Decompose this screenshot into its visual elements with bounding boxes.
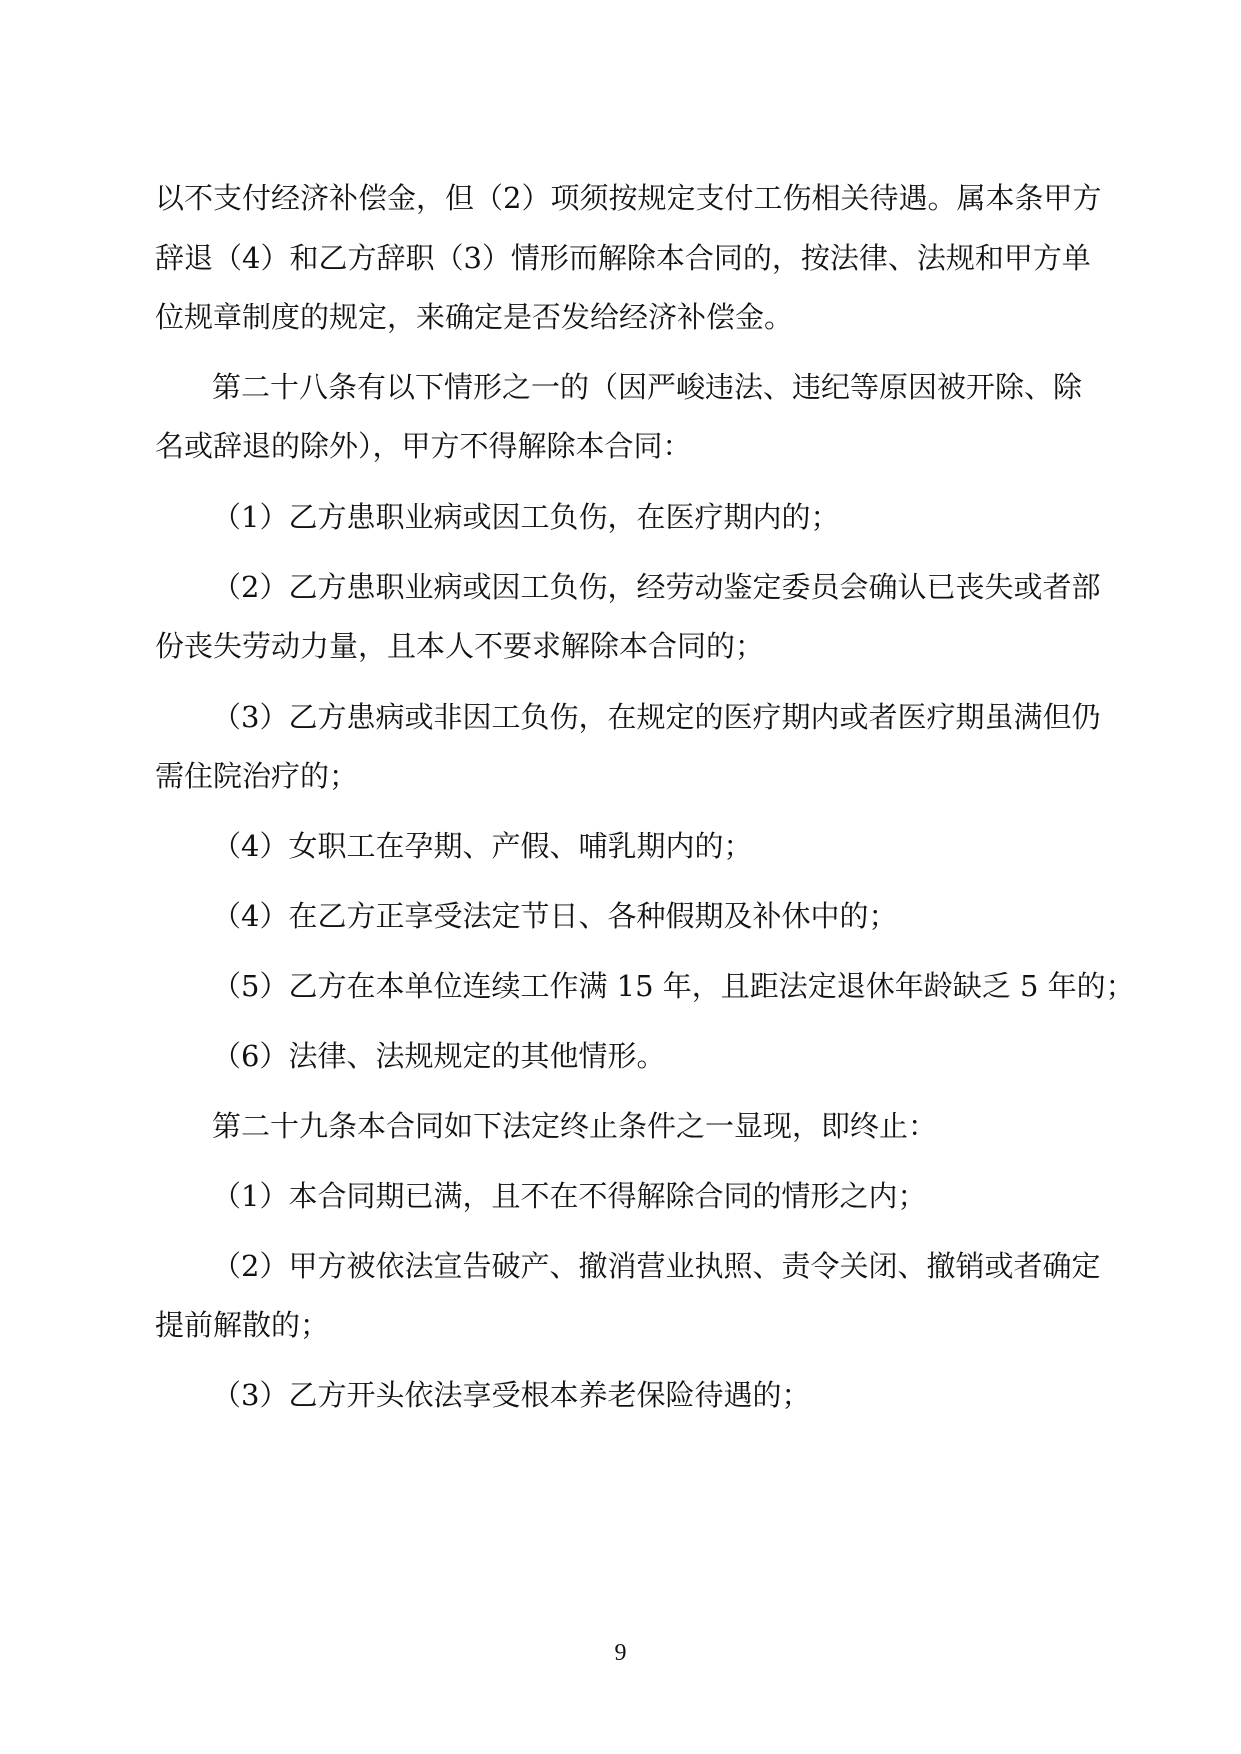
article-28-heading-line: 名或辞退的除外），甲方不得解除本合同：	[155, 429, 692, 463]
list-item: （2）乙方患职业病或因工负伤，经劳动鉴定委员会确认已丧失或者部	[212, 570, 1101, 604]
paragraph-line: 辞退（4）和乙方辞职（3）情形而解除本合同的，按法律、法规和甲方单	[155, 241, 1091, 275]
page-number: 9	[614, 1640, 627, 1666]
list-item-continuation: 份丧失劳动力量，且本人不要求解除本合同的；	[155, 629, 765, 663]
paragraph-line: 位规章制度的规定，来确定是否发给经济补偿金。	[155, 300, 794, 334]
list-item: （4）女职工在孕期、产假、哺乳期内的；	[212, 829, 753, 863]
article-29-heading-line: 第二十九条本合同如下法定终止条件之一显现，即终止：	[212, 1109, 938, 1143]
list-item: （5）乙方在本单位连续工作满 15 年，且距法定退休年龄缺乏 5 年的；	[212, 969, 1135, 1003]
article-28-heading-line: 第二十八条有以下情形之一的（因严峻违法、违纪等原因被开除、除	[212, 370, 1083, 404]
list-item-continuation: 需住院治疗的；	[155, 759, 359, 793]
list-item: （3）乙方开头依法享受根本养老保险待遇的；	[212, 1378, 811, 1412]
list-item: （6）法律、法规规定的其他情形。	[212, 1039, 666, 1073]
paragraph-line: 以不支付经济补偿金，但（2）项须按规定支付工伤相关待遇。属本条甲方	[155, 181, 1102, 215]
list-item: （4）在乙方正享受法定节日、各种假期及补休中的；	[212, 899, 898, 933]
list-item: （1）本合同期已满，且不在不得解除合同的情形之内；	[212, 1179, 927, 1213]
list-item-continuation: 提前解散的；	[155, 1308, 330, 1342]
list-item: （3）乙方患病或非因工负伤，在规定的医疗期内或者医疗期虽满但仍	[212, 700, 1101, 734]
list-item: （2）甲方被依法宣告破产、撤消营业执照、责令关闭、撤销或者确定	[212, 1249, 1101, 1283]
list-item: （1）乙方患职业病或因工负伤，在医疗期内的；	[212, 500, 840, 534]
